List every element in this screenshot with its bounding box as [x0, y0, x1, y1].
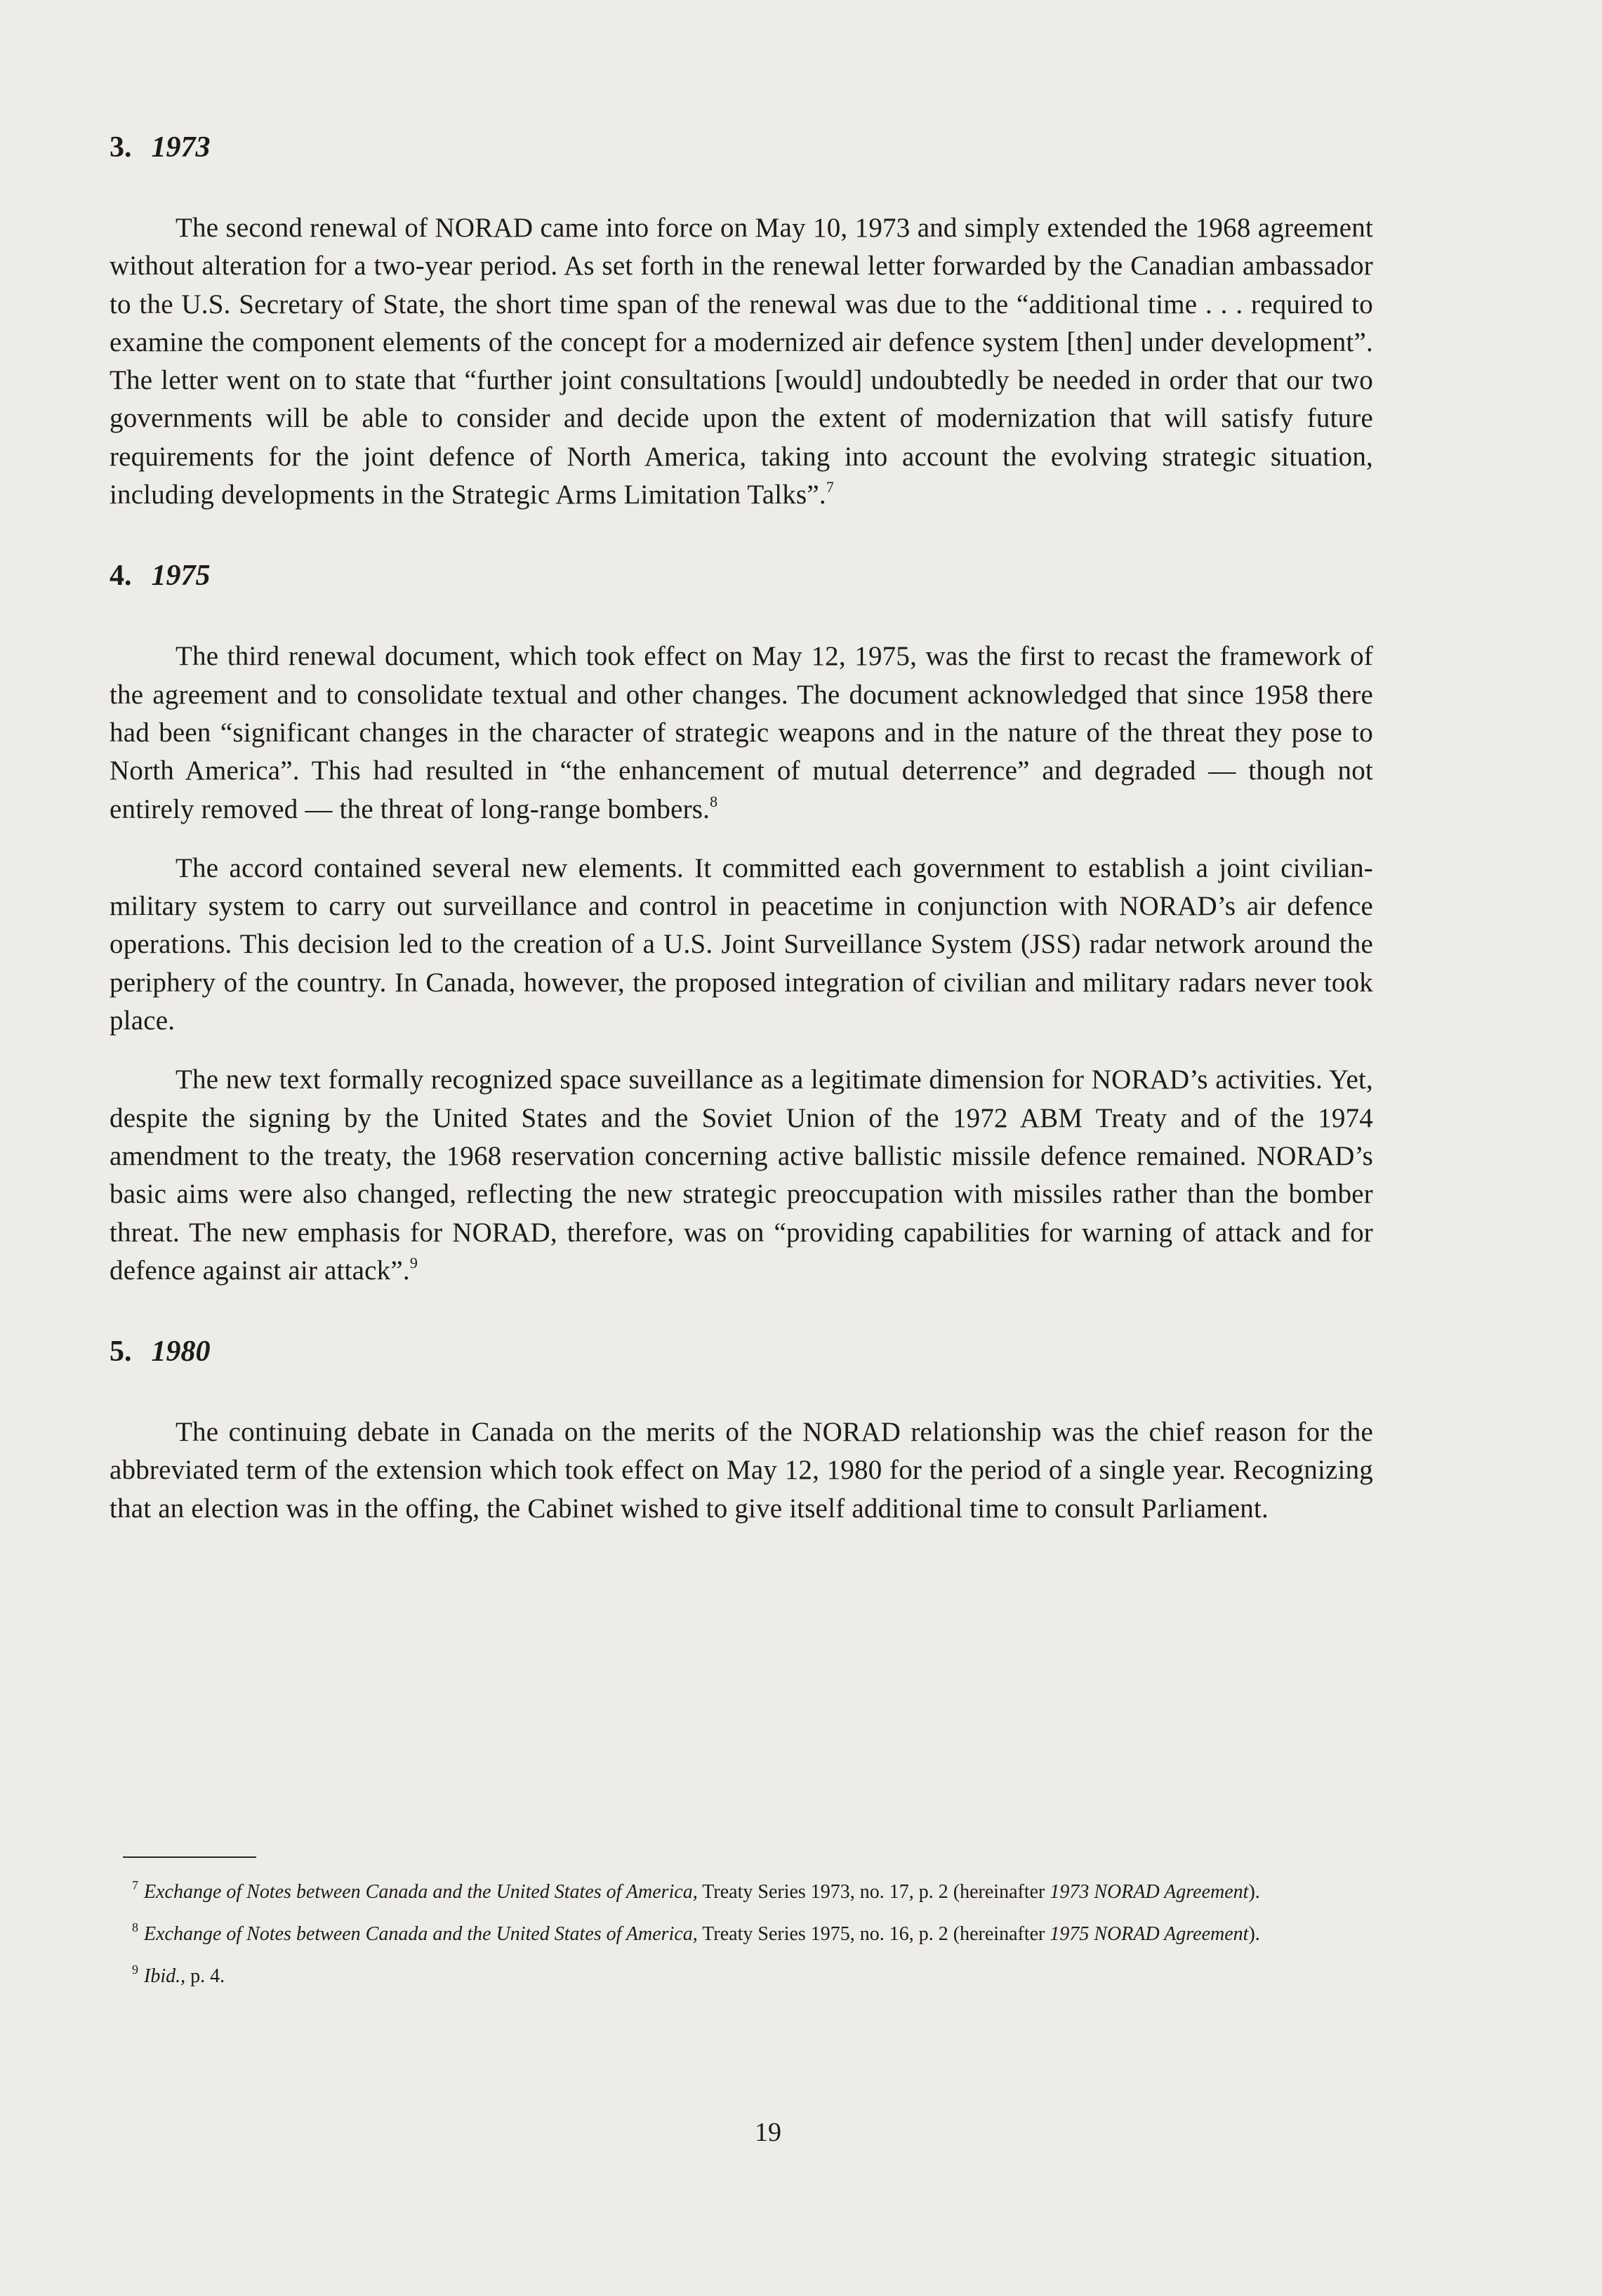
section-1975 — [110, 555, 1373, 1290]
paragraph-text: The second renewal of NORAD came into force on May 10, 1973 and simply extended the 1968 agreement without alteration for a two-year period. As set forth in the renewal letter forwarded by the Canadian ambassador to the U.S. Secretary of State, the short time span of the renewal was due to the “additional time . . . required to examine the component elements of the concept for a modernized air defence system [then] under development”. The letter went on to state that “further joint consultations [would] undoubtedly be needed in order that our two governments will be able to consider and decide upon the extent of modernization that will satisfy future requirements for the joint defence of North America, taking into account the evolving strategic situation, including developments in the Strategic Arms Limitation Talks”. — [110, 213, 1373, 510]
section-year: 1973 — [151, 131, 211, 164]
footnotes — [132, 1879, 1389, 2005]
footnote-text: Treaty Series 1973, no. 17, p. 2 (hereinafter — [697, 1881, 1050, 1903]
footnote-mark: 9 — [132, 1962, 138, 1977]
footnote-title: Exchange of Notes between Canada and the United States of America, — [144, 1923, 698, 1945]
footnote — [132, 1963, 1389, 1990]
footnote-mark: 7 — [132, 1878, 138, 1892]
section-heading — [110, 555, 1373, 597]
footnote-title: Ibid., — [144, 1965, 186, 1987]
paragraph-text: The accord contained several new elements. It committed each government to establish a joint civilian-military system to carry out surveillance and control in peacetime in conjunction with NORAD’s air defence operations. This decision led to the creation of a U.S. Joint Surveillance System (JSS) radar network around the periphery of the country. In Canada, however, the proposed integration of civilian and military radars never took place. — [110, 852, 1373, 1036]
footnote-short-title: 1975 NORAD Agreement — [1050, 1923, 1249, 1945]
section-number: 3. — [110, 131, 132, 164]
section-heading — [110, 1331, 1373, 1373]
section-year: 1975 — [151, 560, 211, 593]
paragraph — [110, 209, 1373, 514]
section-year: 1980 — [151, 1335, 211, 1368]
paragraph — [110, 1413, 1373, 1528]
section-heading — [110, 126, 1373, 169]
footnote-tail: ). — [1248, 1923, 1260, 1945]
paragraph — [110, 638, 1373, 828]
paragraph-text: The third renewal document, which took effect on May 12, 1975, was the first to recast the framework of the agreement and to consolidate textual and other changes. The document acknowledged that since 1958 there had been “significant changes in the character of strategic weapons and in the nature of the threat they pose to North America”. This had resulted in “the enhancement of mutual deterrence” and degraded — though not entirely removed — the threat of long-range bombers. — [110, 641, 1373, 824]
section-number: 5. — [110, 1335, 132, 1368]
paragraph — [110, 1061, 1373, 1290]
footnote-text: Treaty Series 1975, no. 16, p. 2 (hereinafter — [697, 1923, 1050, 1945]
footnote-divider — [123, 1856, 256, 1858]
footnote — [132, 1879, 1389, 1906]
footnote-short-title: 1973 NORAD Agreement — [1050, 1881, 1249, 1903]
footnote-ref: 7 — [826, 478, 835, 496]
footnote-tail: ). — [1248, 1881, 1260, 1903]
footnote-ref: 8 — [710, 792, 718, 810]
footnote — [132, 1921, 1389, 1948]
footnote-title: Exchange of Notes between Canada and the United States of America, — [144, 1881, 698, 1903]
section-number: 4. — [110, 560, 132, 593]
paragraph-text: The new text formally recognized space suveillance as a legitimate dimension for NORAD’s activities. Yet, despite the signing by the United States and the Soviet Union of the 1972 ABM Treaty and of the 1974 amendment to the treaty, the 1968 reservation concerning active ballistic missile defence remained. NORAD’s basic aims were also changed, reflecting the new strategic preoccupation with missiles rather than the bomber threat. The new emphasis for NORAD, therefore, was on “providing capabilities for warning of attack and for defence against air attack”. — [110, 1064, 1373, 1286]
footnote-text: p. 4. — [185, 1965, 225, 1987]
footnote-mark: 8 — [132, 1920, 138, 1934]
body-text — [110, 126, 1373, 1528]
section-1980 — [110, 1331, 1373, 1528]
paragraph-text: The continuing debate in Canada on the merits of the NORAD relationship was the chief reason for the abbreviated term of the extension which took effect on May 12, 1980 for the period of a single year. Recognizing that an election was in the offing, the Cabinet wished to give itself additional time to consult Parliament. — [110, 1417, 1373, 1524]
page-number: 19 — [755, 2118, 781, 2147]
footnote-ref: 9 — [409, 1253, 418, 1272]
paragraph — [110, 850, 1373, 1040]
section-1973 — [110, 126, 1373, 514]
